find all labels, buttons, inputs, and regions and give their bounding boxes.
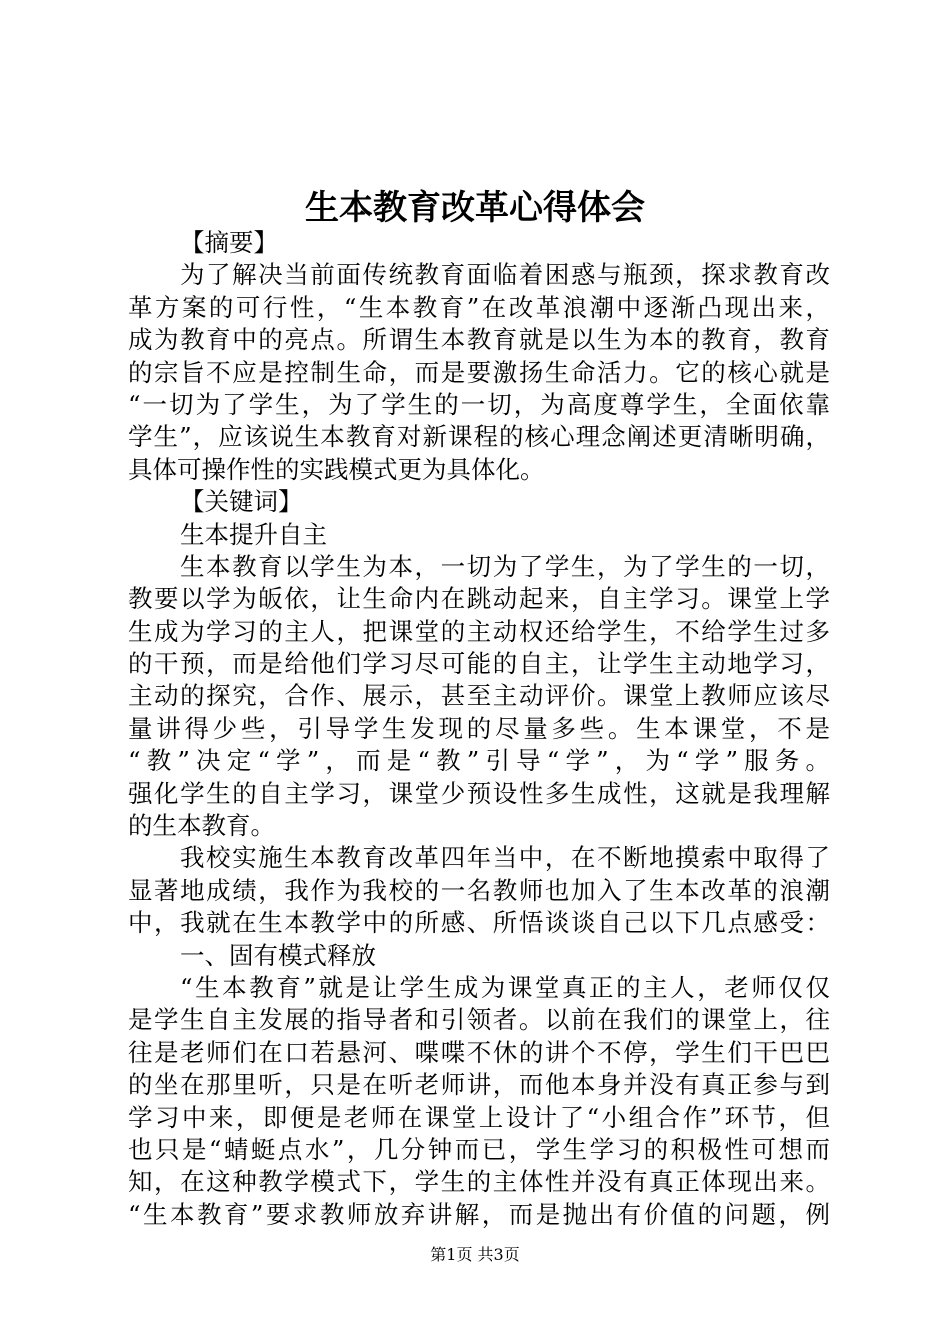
text-line: 教要以学为皈依，让生命内在跳动起来，自主学习。课堂上学 [128, 584, 830, 614]
text-line: “生本教育”就是让学生成为课堂真正的主人，老师仅仅 [180, 972, 830, 1002]
text-line: 生本提升自主 [180, 519, 327, 549]
text-line: “一切为了学生，为了学生的一切，为高度尊学生，全面依靠 [128, 389, 830, 419]
text-line: “生本教育”要求教师放弃讲解，而是抛出有价值的问题，例 [128, 1199, 830, 1229]
text-line: 量讲得少些，引导学生发现的尽量多些。生本课堂，不是 [128, 713, 830, 743]
page-footer: 第1页 共3页 [430, 1245, 520, 1264]
text-line: 的坐在那里听，只是在听老师讲，而他本身并没有真正参与到 [128, 1070, 830, 1100]
text-line: 生成为学习的主人，把课堂的主动权还给学生，不给学生过多 [128, 616, 830, 646]
text-line: 的干预，而是给他们学习尽可能的自主，让学生主动地学习， [128, 649, 830, 679]
text-line: 也只是“蜻蜓点水”，几分钟而已，学生学习的积极性可想而 [128, 1134, 830, 1164]
text-line: “教”决定“学”，而是“教”引导“学”，为“学”服务。 [128, 746, 830, 776]
text-line: 学生”，应该说生本教育对新课程的核心理念阐述更清晰明确， [128, 422, 830, 452]
text-line: 为了解决当前面传统教育面临着困惑与瓶颈，探求教育改 [180, 260, 830, 290]
text-line: 知，在这种教学模式下，学生的主体性并没有真正体现出来。 [128, 1167, 830, 1197]
text-line: 显著地成绩，我作为我校的一名教师也加入了生本改革的浪潮 [128, 875, 830, 905]
text-line: 生本教育以学生为本，一切为了学生，为了学生的一切， [180, 551, 830, 581]
text-line: 的宗旨不应是控制生命，而是要激扬生命活力。它的核心就是 [128, 357, 830, 387]
document-title: 生本教育改革心得体会 [305, 188, 645, 228]
text-line: 往是老师们在口若悬河、喋喋不休的讲个不停，学生们干巴巴 [128, 1037, 830, 1067]
text-line: 具体可操作性的实践模式更为具体化。 [128, 454, 545, 484]
text-line: 是学生自主发展的指导者和引领者。以前在我们的课堂上，往 [128, 1005, 830, 1035]
text-line: 的生本教育。 [128, 811, 275, 841]
text-line: 革方案的可行性，“生本教育”在改革浪潮中逐渐凸现出来， [128, 292, 830, 322]
text-line: 【关键词】 [180, 487, 303, 517]
text-line: 强化学生的自主学习，课堂少预设性多生成性，这就是我理解 [128, 778, 830, 808]
document-body [128, 227, 830, 1231]
text-line: 成为教育中的亮点。所谓生本教育就是以生为本的教育，教育 [128, 325, 830, 355]
text-line: 学习中来，即便是老师在课堂上设计了“小组合作”环节，但 [128, 1102, 830, 1132]
text-line: 一、固有模式释放 [180, 940, 376, 970]
text-line: 我校实施生本教育改革四年当中，在不断地摸索中取得了 [180, 843, 830, 873]
text-line: 主动的探究，合作、展示，甚至主动评价。课堂上教师应该尽 [128, 681, 830, 711]
text-line: 【摘要】 [180, 228, 278, 257]
text-line: 中，我就在生本教学中的所感、所悟谈谈自己以下几点感受： [128, 908, 830, 938]
